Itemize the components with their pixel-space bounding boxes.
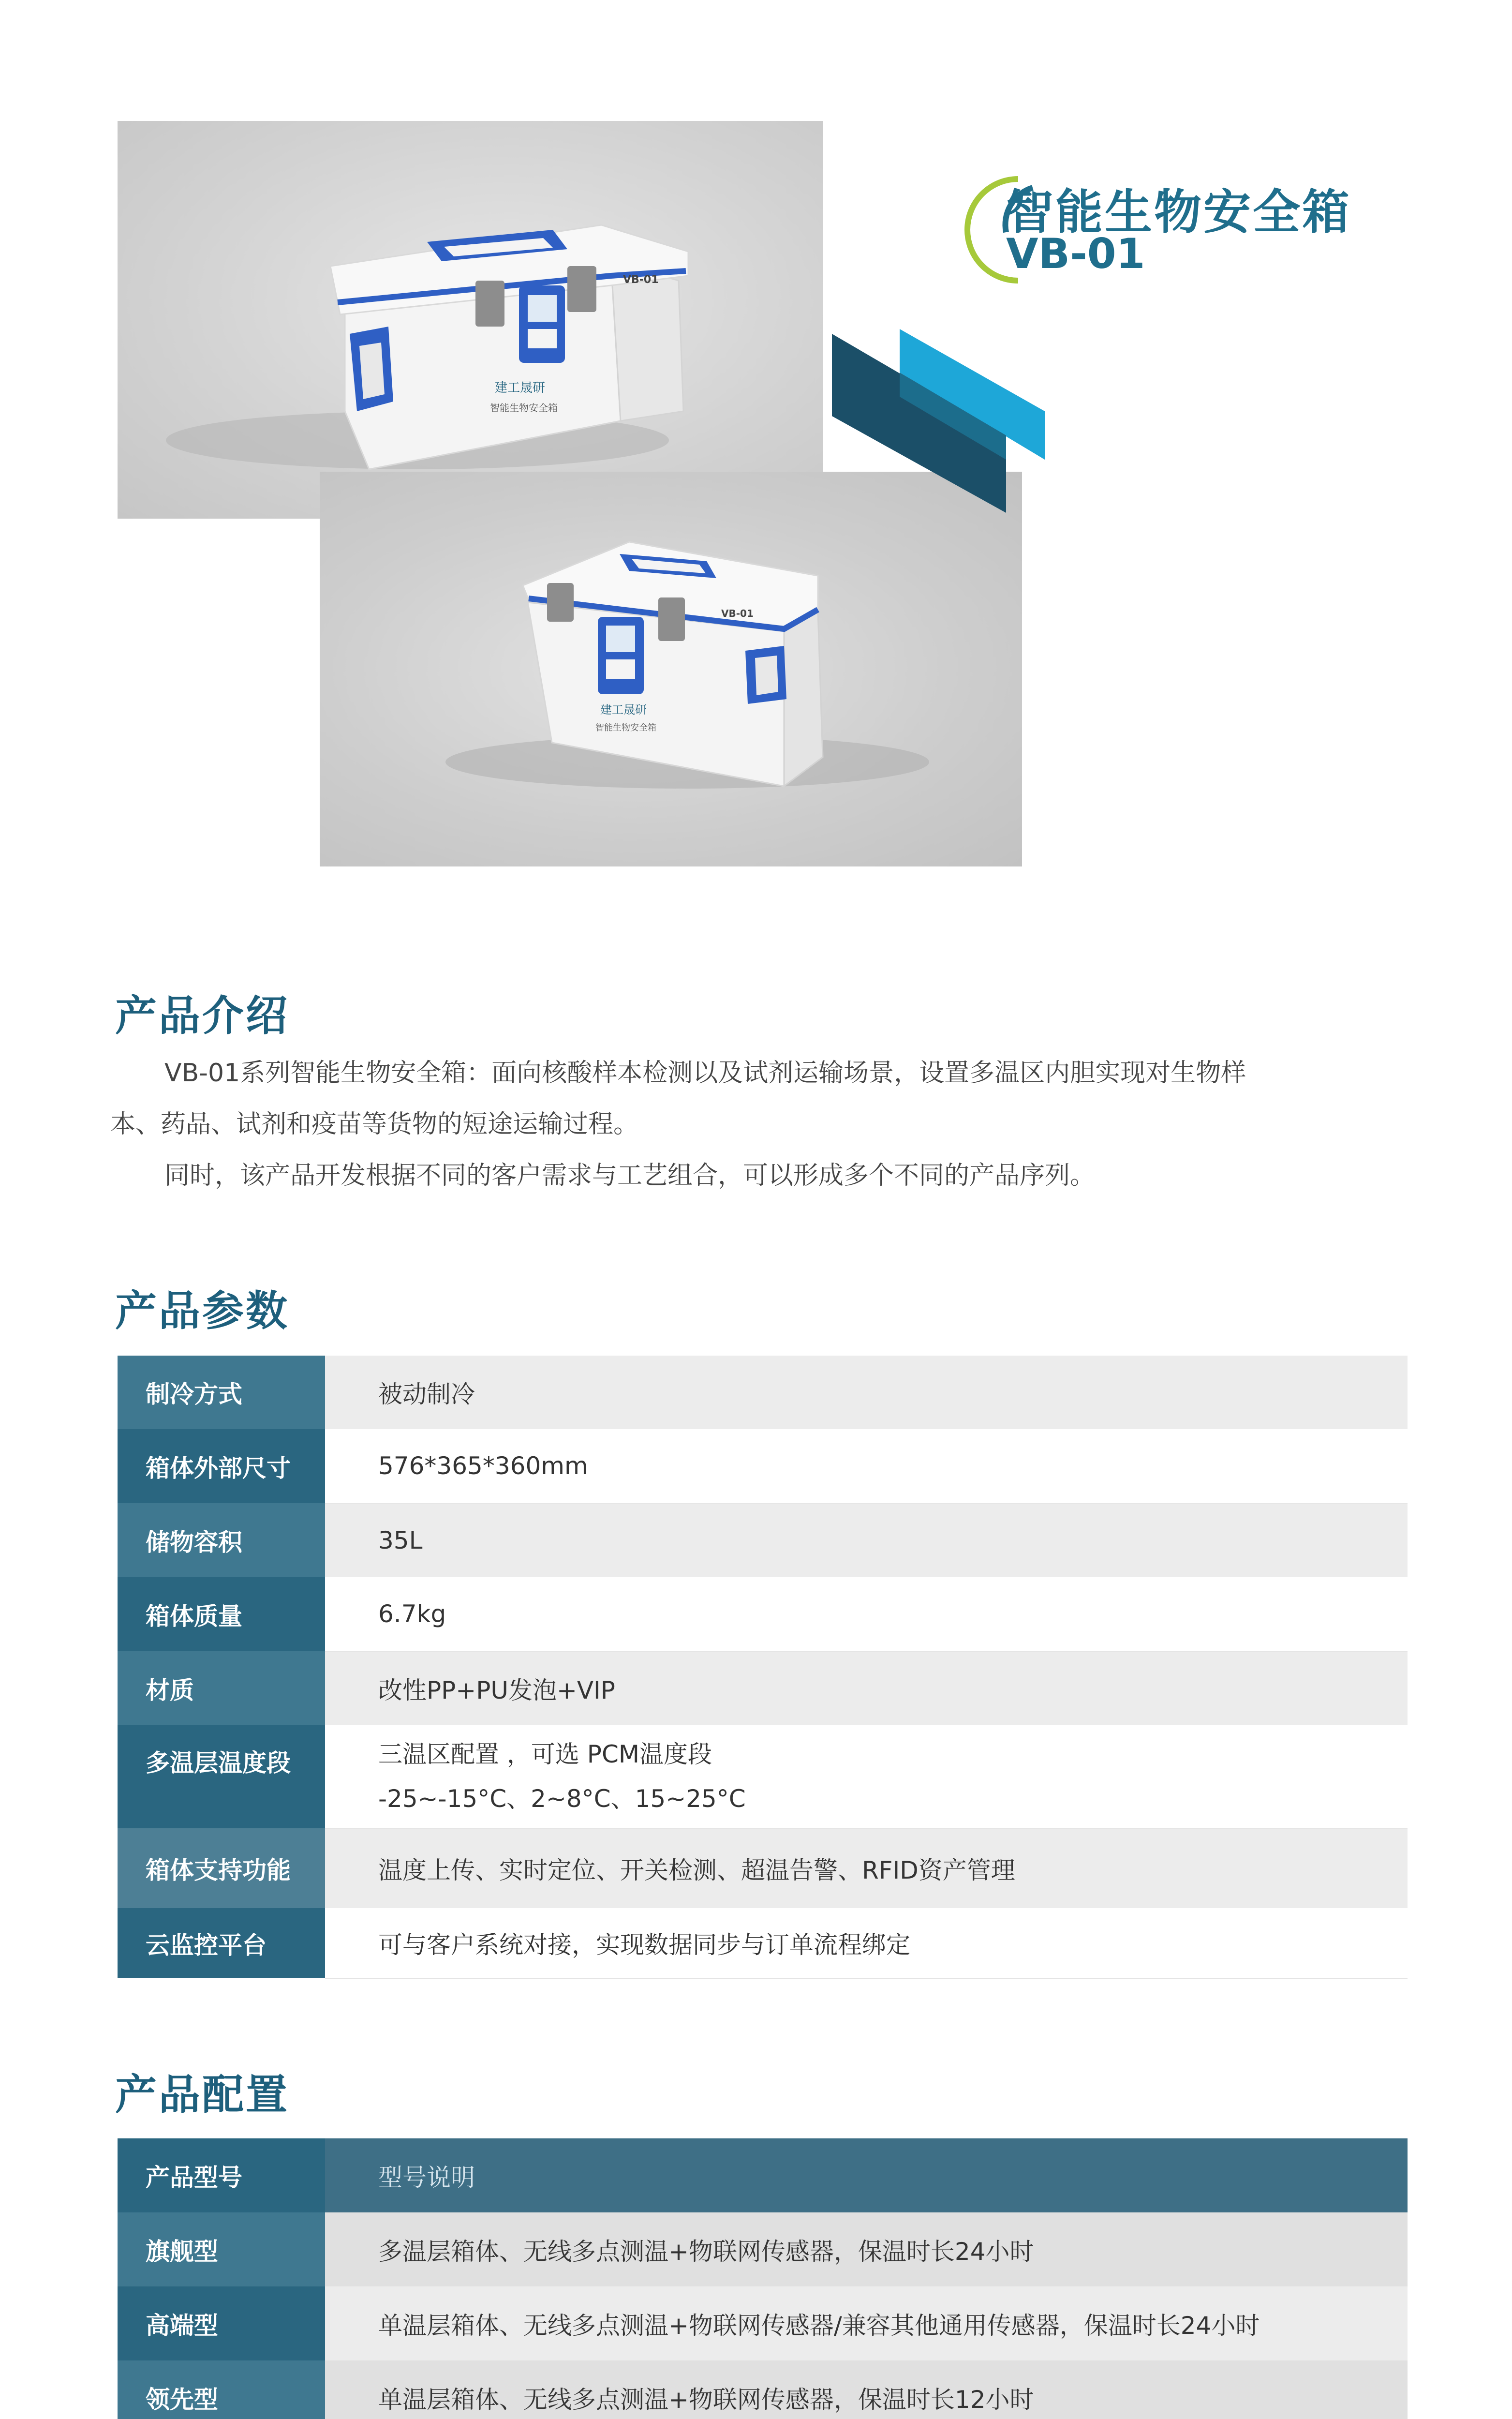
param-value: 6.7kg bbox=[325, 1577, 1408, 1651]
param-value: 35L bbox=[325, 1503, 1408, 1577]
box-model-label: VB-01 bbox=[623, 274, 659, 286]
table-row bbox=[118, 1828, 1408, 1908]
box2-brand-label: 建工晟研 bbox=[600, 703, 647, 717]
param-key: 箱体质量 bbox=[118, 1577, 325, 1651]
param-key: 云监控平台 bbox=[118, 1908, 325, 1978]
intro-paragraph-line3: 同时，该产品开发根据不同的客户需求与工艺组合，可以形成多个不同的产品序列。 bbox=[164, 1161, 1096, 1190]
product-title: 智能生物安全箱 bbox=[1006, 185, 1352, 240]
decorative-stripes bbox=[832, 319, 1054, 523]
param-value: 576*365*360mm bbox=[325, 1429, 1408, 1503]
table-row bbox=[118, 1356, 1408, 1429]
param-value-multiline bbox=[325, 1725, 1408, 1828]
config-value: 单温层箱体、无线多点测温+物联网传感器，保温时长12小时 bbox=[325, 2360, 1408, 2419]
product-photo-front bbox=[118, 121, 823, 519]
box-brand-label: 建工晟研 bbox=[495, 381, 546, 395]
param-key: 制冷方式 bbox=[118, 1356, 325, 1429]
config-table bbox=[118, 2138, 1408, 2419]
config-header-value: 型号说明 bbox=[325, 2138, 1408, 2212]
intro-heading: 产品介绍 bbox=[115, 992, 289, 1040]
table-row bbox=[118, 1908, 1408, 1978]
param-key: 材质 bbox=[118, 1651, 325, 1725]
box2-name-label: 智能生物安全箱 bbox=[595, 723, 656, 733]
param-key: 多温层温度段 bbox=[118, 1725, 325, 1828]
box2-model-label: VB-01 bbox=[721, 608, 754, 619]
params-heading: 产品参数 bbox=[115, 1287, 289, 1335]
box-name-label: 智能生物安全箱 bbox=[490, 402, 558, 414]
table-row bbox=[118, 1429, 1408, 1503]
param-key: 箱体外部尺寸 bbox=[118, 1429, 325, 1503]
intro-paragraph-line1: VB-01系列智能生物安全箱：面向核酸样本检测以及试剂运输场景，设置多温区内胆实现对生物样 bbox=[164, 1059, 1246, 1088]
param-value: 可与客户系统对接，实现数据同步与订单流程绑定 bbox=[325, 1908, 1408, 1978]
param-key: 箱体支持功能 bbox=[118, 1828, 325, 1908]
param-value: 温度上传、实时定位、开关检测、超温告警、RFID资产管理 bbox=[325, 1828, 1408, 1908]
config-value: 单温层箱体、无线多点测温+物联网传感器/兼容其他通用传感器，保温时长24小时 bbox=[325, 2286, 1408, 2360]
config-key: 高端型 bbox=[118, 2286, 325, 2360]
params-table bbox=[118, 1356, 1408, 1979]
table-row bbox=[118, 2286, 1408, 2360]
table-header-row bbox=[118, 2138, 1408, 2212]
intro-paragraph-line2: 本、药品、试剂和疫苗等货物的短途运输过程。 bbox=[110, 1110, 639, 1139]
config-header-key: 产品型号 bbox=[118, 2138, 325, 2212]
cooler-box-illustration-2 bbox=[320, 472, 1022, 866]
table-row bbox=[118, 1651, 1408, 1725]
param-value: 改性PP+PU发泡+VIP bbox=[325, 1651, 1408, 1725]
param-value-line2: -25~-15°C、2~8°C、15~25°C bbox=[378, 1785, 746, 1813]
table-row bbox=[118, 1577, 1408, 1651]
param-value: 被动制冷 bbox=[325, 1356, 1408, 1429]
config-heading: 产品配置 bbox=[115, 2071, 289, 2119]
cooler-box-illustration-1 bbox=[118, 121, 823, 519]
table-row bbox=[118, 1503, 1408, 1577]
config-key: 领先型 bbox=[118, 2360, 325, 2419]
param-key: 储物容积 bbox=[118, 1503, 325, 1577]
table-row bbox=[118, 2212, 1408, 2286]
product-model: VB-01 bbox=[1006, 230, 1145, 278]
product-photo-side bbox=[320, 472, 1022, 866]
table-row bbox=[118, 1725, 1408, 1828]
table-row bbox=[118, 2360, 1408, 2419]
param-value-line1: 三温区配置 ，可选 PCM温度段 bbox=[378, 1740, 712, 1769]
config-key: 旗舰型 bbox=[118, 2212, 325, 2286]
config-value: 多温层箱体、无线多点测温+物联网传感器，保温时长24小时 bbox=[325, 2212, 1408, 2286]
